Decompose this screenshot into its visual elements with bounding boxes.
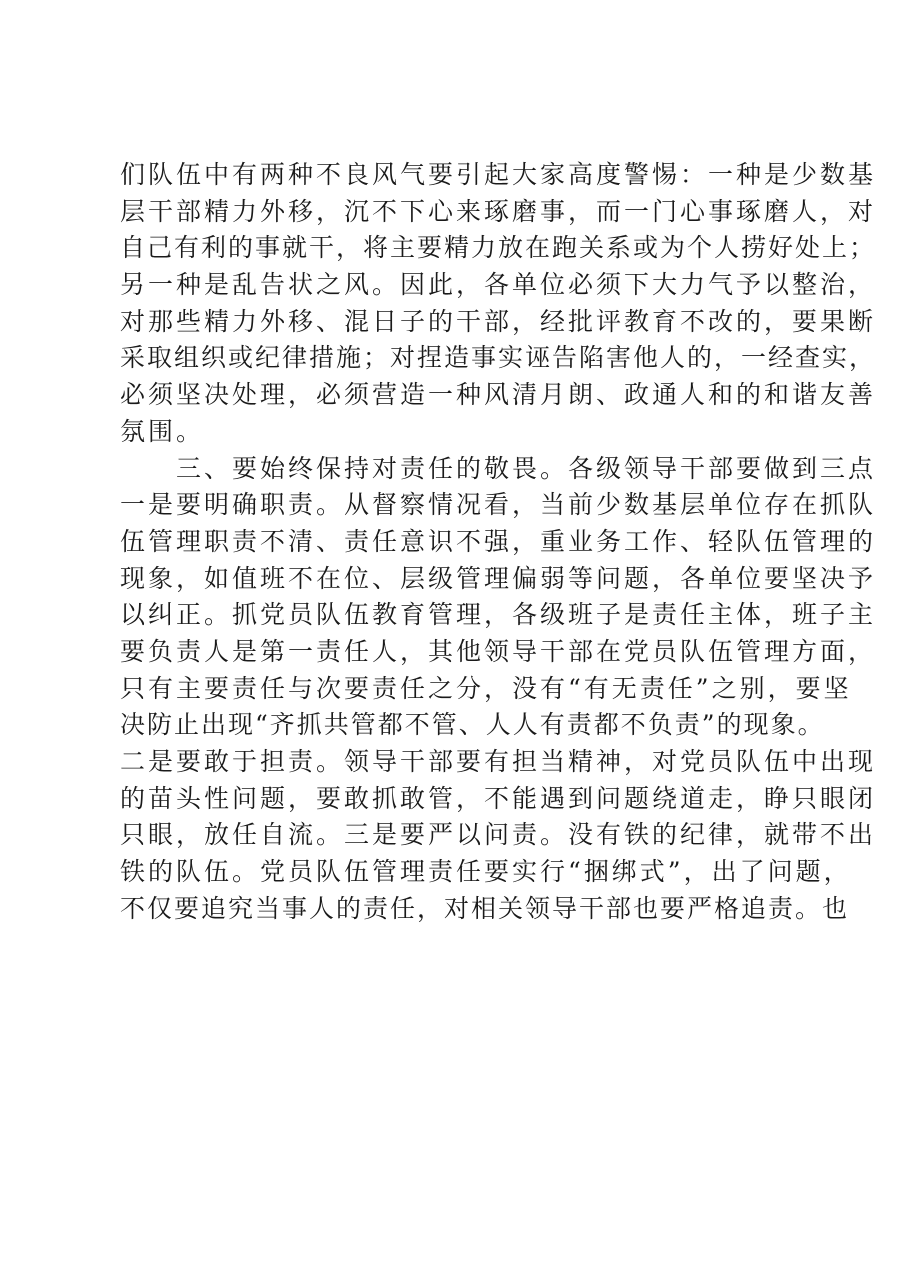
text-line: 铁的队伍。党员队伍管理责任要实行“捆绑式”，出了问题， <box>120 857 852 887</box>
text-line: 自己有利的事就干，将主要精力放在跑关系或为个人捞好处上； <box>120 233 877 263</box>
text-line: 们队伍中有两种不良风气要引起大家高度警惕：一种是少数基 <box>120 160 877 189</box>
text-line: 要负责人是第一责任人，其他领导干部在党员队伍管理方面， <box>120 636 877 666</box>
text-line: 层干部精力外移，沉不下心来琢磨事，而一门心事琢磨人，对 <box>120 196 877 226</box>
text-line: 决防止出现“齐抓共管都不管、人人有责都不负责”的现象。 <box>120 710 825 740</box>
text-line: 的苗头性问题，要敢抓敢管，不能遇到问题绕道走，睁只眼闭 <box>120 783 877 813</box>
text-line: 氛围。 <box>120 416 205 446</box>
text-line: 一是要明确职责。从督察情况看，当前少数基层单位存在抓队 <box>120 490 877 520</box>
section-heading-line: 三、要始终保持对责任的敬畏。各级领导干部要做到三点 <box>176 453 877 483</box>
text-line: 对那些精力外移、混日子的干部，经批评教育不改的，要果断 <box>120 306 877 336</box>
text-line: 只有主要责任与次要责任之分，没有“有无责任”之别，要坚 <box>120 673 852 703</box>
text-line: 另一种是乱告状之风。因此，各单位必须下大力气予以整治， <box>120 270 877 300</box>
body-text <box>120 157 877 927</box>
text-line: 采取组织或纪律措施；对捏造事实诬告陷害他人的，一经查实， <box>120 343 877 373</box>
text-line: 必须坚决处理，必须营造一种风清月朗、政通人和的和谐友善 <box>120 380 877 410</box>
text-line: 不仅要追究当事人的责任，对相关领导干部也要严格追责。也 <box>120 893 850 923</box>
text-line: 二是要敢于担责。领导干部要有担当精神，对党员队伍中出现 <box>120 747 877 776</box>
text-line: 伍管理职责不清、责任意识不强，重业务工作、轻队伍管理的 <box>120 526 877 556</box>
text-line: 现象，如值班不在位、层级管理偏弱等问题，各单位要坚决予 <box>120 563 877 593</box>
text-line: 只眼，放任自流。三是要严以问责。没有铁的纪律，就带不出 <box>120 820 877 850</box>
text-line: 以纠正。抓党员队伍教育管理，各级班子是责任主体，班子主 <box>120 600 877 630</box>
